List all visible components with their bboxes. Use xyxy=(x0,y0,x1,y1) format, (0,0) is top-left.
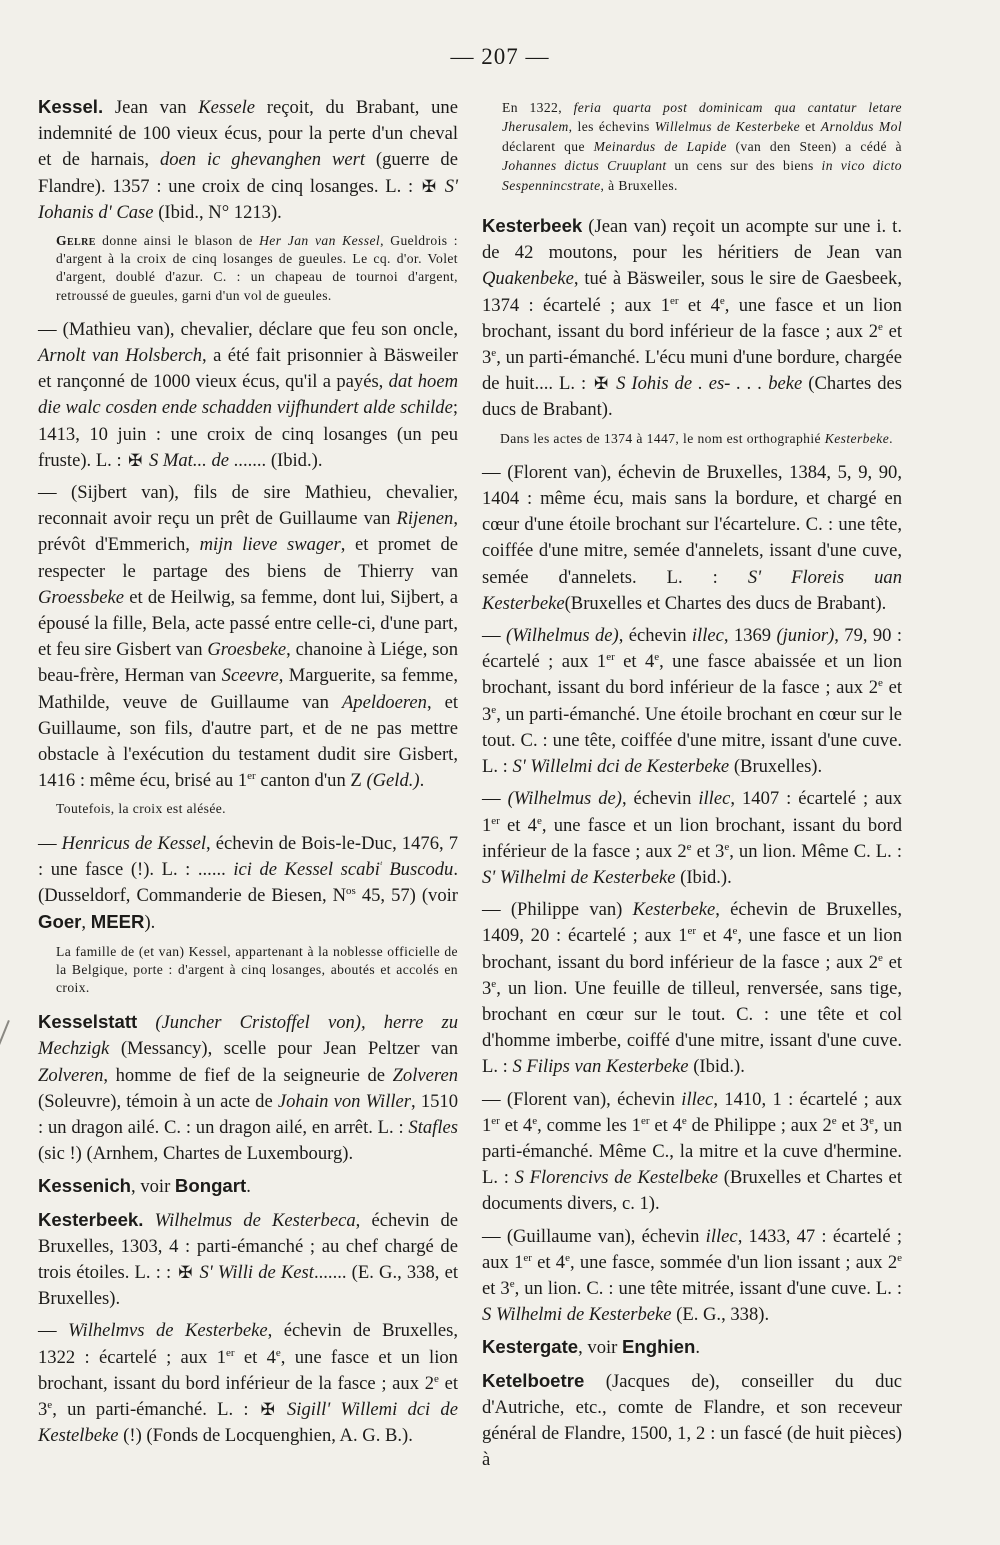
editorial-note: Toutefois, la croix est alésée. xyxy=(56,801,226,817)
margin-pencil-mark xyxy=(0,1020,10,1104)
editorial-note: La famille de (et van) Kessel, appartenant à la noblesse officielle de la Belgique, porte : d'argent à cinq losanges, aboutés et accolés en croix. xyxy=(56,943,458,995)
armorial-entry: — Henricus de Kessel, échevin de Bois-le-Duc, 1476, 7 : une fasce (!). L. : ...... ici de Kessel scabi$^ᵗ$ Buscodu. (Dusseldorf, Commanderie de Biesen, $N^{os}$ 45, 57) (voir Goer, MEER). xyxy=(38,832,459,934)
armorial-entry: Kessenich, voir Bongart. xyxy=(38,1175,251,1198)
armorial-entry: Ketelboetre (Jacques de), conseiller du duc d'Autriche, etc., comte de Flandre, et son receveur général de Flandre, 1500, 1, 2 : un fascé (de huit pièces) à xyxy=(482,1369,902,1471)
armorial-entry: — (Florent van), échevin illec, 1410, 1 : écartelé ; aux 1er et 4e, comme les 1er et 4e de Philippe ; aux 2e et 3e, un parti-émanché. Même C., la mitre et la cuve d'hermine. L. : S Florencivs de Kestelbeke (Bruxelles et Chartes et documents divers, c. 1). xyxy=(482,1088,903,1215)
armorial-entry: Kesselstatt (Juncher Cristoffel von), herre zu Mechzigk (Messancy), scelle pour Jean Peltzer van Zolveren, homme de fief de la seigneurie de Zolveren (Soleuvre), témoin à un acte de Johain von Willer, 1510 : un dragon ailé. C. : un dragon ailé, en arrêt. L. : Stafles (sic !) (Arnhem, Chartes de Luxembourg). xyxy=(38,1011,459,1165)
entry-head: Kessel. xyxy=(38,96,104,117)
armorial-entry: Kestergate, voir Enghien. xyxy=(482,1336,701,1359)
armorial-entry: — (Philippe van) Kesterbeke, échevin de Bruxelles, 1409, 20 : écartelé ; aux 1er et 4e, une fasce et un lion brochant, issant du bord inférieur de la fasce ; aux 2e et 3e, un lion. Une feuille de tilleul, renversée, sans tige, brochant en cœur sur le tout. C. : une tête et col d'homme imberbe, coiffé d'une mitre, issant d'une cuve. L. : S Filips van Kesterbeke (Ibid.). xyxy=(482,899,902,1078)
armorial-entry: — Wilhelmvs de Kesterbeke, échevin de Bruxelles, 1322 : écartelé ; aux 1er et 4e, une fasce et un lion brochant, issant du bord inférieur de la fasce ; aux 2e et 3e, un parti-émanché. L. : ✠ Sigill' Willemi dci de Kestelbeke (!) (Fonds de Locquenghien, A. G. B.). xyxy=(38,1320,458,1447)
armorial-entry: Kessel. Jean van Kessele reçoit, du Brabant, une indemnité de 100 vieux écus, pour la perte d'un cheval et de harnais, doen ic ghevanghen wert (guerre de Flandre). 1357 : une croix de cinq losanges. L. : ✠ S' Iohanis d' Case (Ibid., N° 1213). xyxy=(38,96,458,223)
cross-pattee-icon: ✠ xyxy=(178,1262,193,1282)
cross-pattee-icon: ✠ xyxy=(128,450,143,470)
cross-pattee-icon: ✠ xyxy=(421,176,437,196)
right-column xyxy=(482,98,902,1479)
armorial-entry: — (Wilhelmus de), échevin illec, 1369 (junior), 79, 90 : écartelé ; aux 1er et 4e, une fasce abaissée et un lion brochant, issant du bord inférieur de la fasce ; aux 2e et 3e, un parti-émanché. Une étoile brochant en cœur sur le tout. C. : une tête, coiffée d'une mitre, issant d'une cuve. L. : S' Willelmi dci de Kesterbeke (Bruxelles). xyxy=(482,625,902,778)
cross-pattee-icon: ✠ xyxy=(260,1399,275,1419)
editorial-note: Gelre donne ainsi le blason de Her Jan van Kessel, Gueldrois : d'argent à la croix de cinq losanges de gueules. Le cq. d'or. Volet d'argent, doublé d'azur. C. : un chapeau de tournoi d'argent, retroussé de gueules, garni d'un vol de gueules. xyxy=(56,233,458,303)
armorial-entry: Kesterbeek. Wilhelmus de Kesterbeca, échevin de Bruxelles, 1303, 4 : parti-émanché ; au chef chargé de trois étoiles. L. : : ✠ S' Willi de Kest....... (E. G., 338, et Bruxelles). xyxy=(38,1208,459,1310)
armorial-entry: — (Wilhelmus de), échevin illec, 1407 : écartelé ; aux 1er et 4e, une fasce et un lion brochant, issant du bord inférieur de la fasce ; aux 2e et 3e, un lion. Même C. L. : S' Wilhelmi de Kesterbeke (Ibid.). xyxy=(482,788,903,888)
armorial-entry: — (Sijbert van), fils de sire Mathieu, chevalier, reconnait avoir reçu un prêt de Guillaume van Rijenen, prévôt d'Emmerich, mijn lieve swager, et promet de respecter le partage des biens de Thierry van Groessbeke et de Heilwig, sa femme, dont lui, Sijbert, a épousé la fille, Bela, acte passé entre celle-ci, d'une part, et feu sire Gisbert van Groesbeke, chanoine à Liége, son beau-frère, Herman van Sceevre, Marguerite, sa femme, Mathilde, veuve de Guillaume van Apeldoeren, et Guillaume, son fils, d'autre part, et de ne pas mettre obstacle à l'exécution du testament dudit sire Gisbert, 1416 : même écu, brisé au 1er canton d'un Z (Geld.). xyxy=(38,482,458,792)
armorial-entry: — (Guillaume van), échevin illec, 1433, 47 : écartelé ; aux 1er et 4e, une fasce, sommée d'un lion issant ; aux 2e et 3e, un lion. C. : une tête mitrée, issant d'une cuve. L. : S Wilhelmi de Kesterbeke (E. G., 338). xyxy=(482,1225,903,1326)
armorial-entry: Kesterbeek (Jean van) reçoit un acompte sur une i. t. de 42 moutons, pour les héritiers de Jean van Quakenbeke, tué à Bäsweiler, sous le sire de Gaesbeek, 1374 : écartelé ; aux 1er et 4e, une fasce et un lion brochant, issant du bord inférieur de la fasce ; aux 2e et 3e, un parti-émanché. L'écu muni d'une bordure, chargée de huit.... L. : ✠ S Iohis de . es- . . . beke (Chartes des ducs de Brabant). xyxy=(482,215,903,421)
editorial-note: En 1322, feria quarta post dominicam qua cantatur letare Jherusalem, les échevins Willelmus de Kesterbeke et Arnoldus Mol déclarent que Meinardus de Lapide (van den Steen) a cédé à Johannes dictus Cruuplant un cens sur des biens in vico dicto Sespennincstrate, à Bruxelles. xyxy=(502,100,902,193)
cross-pattee-icon: ✠ xyxy=(594,374,609,394)
armorial-entry: — (Florent van), échevin de Bruxelles, 1384, 5, 9, 90, 1404 : même écu, mais sans la bordure, et chargé en cœur d'une étoile brochant sur l'écartelure. C. : une tête, coiffée d'une mitre, semée d'annelets, issant d'une cuve, semée d'annelets. L. : S' Floreis uan Kesterbeke(Bruxelles et Chartes des ducs de Brabant). xyxy=(482,461,902,614)
armorial-entry: — (Mathieu van), chevalier, déclare que feu son oncle, Arnolt van Holsberch, a été fait prisonnier à Bäsweiler et rançonné de 1000 vieux écus, qu'il a payés, dat hoem die walc cosden ende schadden vijfhundert alde schilde; 1413, 10 juin : une croix de cinq losanges (un peu fruste). L. : ✠ S Mat... de ....... (Ibid.). xyxy=(38,317,458,474)
editorial-note: Dans les actes de 1374 à 1447, le nom est orthographié Kesterbeke. xyxy=(500,430,893,446)
page-number: — 207 — xyxy=(450,44,550,69)
left-column xyxy=(38,94,458,1455)
